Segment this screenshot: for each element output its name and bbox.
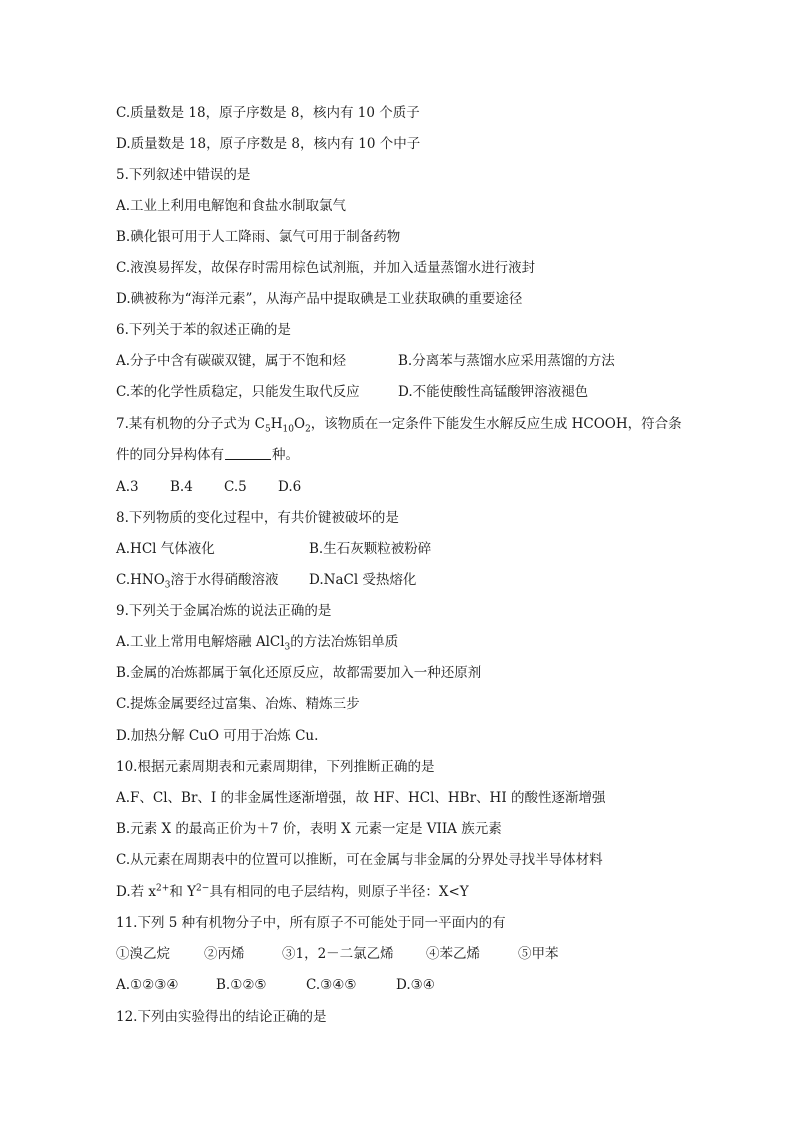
q7-h: H xyxy=(270,416,283,432)
q10-option-d-charge-x: 2+ xyxy=(156,883,170,894)
q8-option-c-text: C.HNO xyxy=(116,572,165,588)
q12-stem: 12.下列由实验得出的结论正确的是 xyxy=(116,1009,327,1025)
q11-option-d: D.③④ xyxy=(396,977,435,993)
q7-stem-text: 7.某有机物的分子式为 C xyxy=(116,416,266,432)
q9-option-b: B.金属的冶炼都属于氧化还原反应，故都需要加入一种还原剂 xyxy=(116,665,482,681)
q6-option-b: B.分离苯与蒸馏水应采用蒸馏的方法 xyxy=(398,353,615,369)
q5-option-b: B.碘化银可用于人工降雨、氯气可用于制备药物 xyxy=(116,229,401,245)
q7-subscript-c: 5 xyxy=(265,424,271,435)
q9-option-a xyxy=(116,633,398,651)
q11-item-3: ③1，2－二氯乙烯 xyxy=(282,946,394,962)
q8-option-a: A.HCl 气体液化 xyxy=(116,541,215,557)
q4-option-d: D.质量数是 18，原子序数是 8，核内有 10 个中子 xyxy=(116,136,421,152)
q8-options-row2 xyxy=(116,571,416,589)
q6-option-d: D.不能使酸性高锰酸钾溶液褪色 xyxy=(398,384,589,400)
q8-option-c-tail: 溶于水得硝酸溶液 xyxy=(170,572,279,588)
q10-option-d-mid: 和 Y xyxy=(169,884,197,900)
q11-option-a: A.①②③④ xyxy=(116,977,179,993)
q6-options-row1 xyxy=(116,352,615,370)
q7-option-b: B.4 xyxy=(170,479,193,495)
q9-stem: 9.下列关于金属冶炼的说法正确的是 xyxy=(116,603,332,619)
q7-stem-tail: ，该物质在一定条件下能发生水解反应生成 HCOOH，符合条 xyxy=(310,416,682,432)
q9-option-c: C.提炼金属要经过富集、冶炼、精炼三步 xyxy=(116,696,360,712)
q5-option-a: A.工业上利用电解饱和食盐水制取氯气 xyxy=(116,198,347,214)
q11-option-b: B.①②⑤ xyxy=(216,977,267,993)
q7-subscript-h: 10 xyxy=(282,424,294,435)
q10-option-a: A.F、Cl、Br、I 的非金属性逐渐增强，故 HF、HCl、HBr、HI 的酸性逐渐增强 xyxy=(116,790,606,806)
q8-option-d: D.NaCl 受热熔化 xyxy=(309,572,417,588)
q7-o: O xyxy=(293,416,306,432)
q8-options-row1 xyxy=(116,540,431,558)
q10-option-d-text: D.若 x xyxy=(116,884,157,900)
q11-items xyxy=(116,945,559,963)
q11-item-5: ⑤甲苯 xyxy=(518,946,559,962)
q10-option-d xyxy=(116,883,469,901)
q6-options-row2 xyxy=(116,383,588,401)
q7-subscript-o: 2 xyxy=(305,424,311,435)
q6-option-c: C.苯的化学性质稳定，只能发生取代反应 xyxy=(116,384,360,400)
q6-option-a: A.分子中含有碳碳双键，属于不饱和烃 xyxy=(116,353,347,369)
q7-options xyxy=(116,478,301,496)
q11-option-c: C.③④⑤ xyxy=(306,977,357,993)
q9-option-a-text: A.工业上常用电解熔融 AlCl xyxy=(116,634,285,650)
q7-option-d: D.6 xyxy=(278,479,302,495)
q8-stem: 8.下列物质的变化过程中，有共价键被破坏的是 xyxy=(116,510,399,526)
q6-stem: 6.下列关于苯的叙述正确的是 xyxy=(116,322,291,338)
q7-option-c: C.5 xyxy=(224,479,247,495)
q5-option-c: C.液溴易挥发，故保存时需用棕色试剂瓶，并加入适量蒸馏水进行液封 xyxy=(116,260,536,276)
q9-option-a-tail: 的方法冶炼铝单质 xyxy=(290,634,399,650)
q10-option-c: C.从元素在周期表中的位置可以推断，可在金属与非金属的分界处寻找半导体材料 xyxy=(116,852,603,868)
q8-option-c-subscript: 3 xyxy=(164,580,171,591)
q11-item-4: ④苯乙烯 xyxy=(426,946,480,962)
q5-option-d: D.碘被称为“海洋元素”，从海产品中提取碘是工业获取碘的重要途径 xyxy=(116,291,523,307)
answer-blank[interactable] xyxy=(225,446,271,460)
q9-option-d: D.加热分解 CuO 可用于冶炼 Cu. xyxy=(116,728,319,744)
q8-option-c xyxy=(116,571,309,589)
q7-stem xyxy=(116,415,682,433)
q10-option-d-charge-y: 2− xyxy=(196,883,210,894)
q10-option-d-tail: 具有相同的电子层结构，则原子半径：X<Y xyxy=(209,884,469,900)
q5-stem: 5.下列叙述中错误的是 xyxy=(116,167,251,183)
q9-option-a-subscript: 3 xyxy=(284,642,291,653)
q11-stem: 11.下列 5 种有机物分子中，所有原子不可能处于同一平面内的有 xyxy=(116,915,506,931)
q8-option-b: B.生石灰颗粒被粉碎 xyxy=(309,541,432,557)
q7-continue-tail: 种。 xyxy=(272,447,299,463)
q7-option-a: A.3 xyxy=(116,479,139,495)
q11-item-2: ②丙烯 xyxy=(204,946,245,962)
q11-options xyxy=(116,976,435,994)
q10-option-b: B.元素 X 的最高正价为＋7 价，表明 X 元素一定是 VIIA 族元素 xyxy=(116,821,502,837)
q7-stem-continued xyxy=(116,446,299,464)
q11-item-1: ①溴乙烷 xyxy=(116,946,170,962)
q7-continue-text: 件的同分异构体有 xyxy=(116,447,224,463)
q10-stem: 10.根据元素周期表和元素周期律，下列推断正确的是 xyxy=(116,759,435,775)
q4-option-c: C.质量数是 18，原子序数是 8，核内有 10 个质子 xyxy=(116,105,420,121)
